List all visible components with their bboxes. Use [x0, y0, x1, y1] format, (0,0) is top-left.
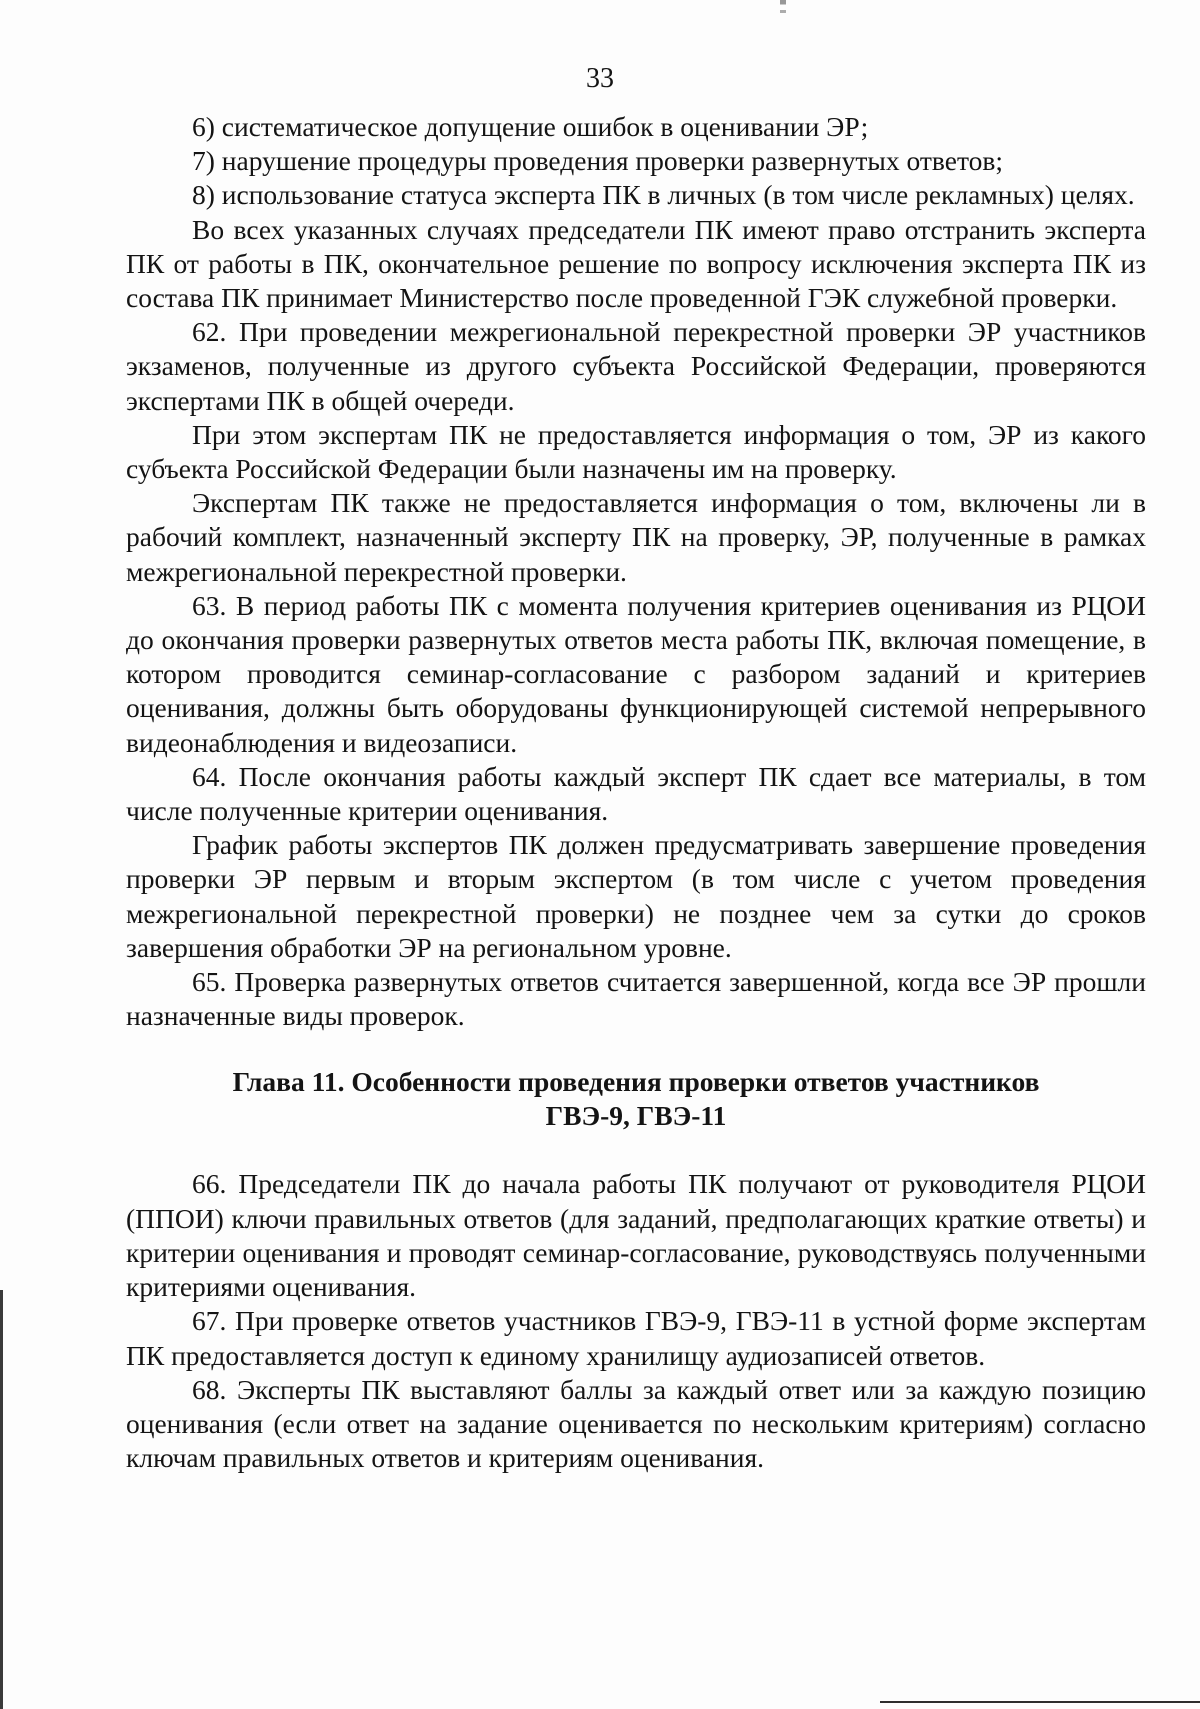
- scan-artifact-top: [780, 0, 786, 22]
- paragraph-63: 63. В период работы ПК с момента получения критериев оценивания из РЦОИ до окончания проверки развернутых ответов места работы ПК, включая помещение, в котором проводится семинар-согласование с разбором заданий и критериев оценивания, должны быть оборудованы функционирующей системой непрерывного видеонаблюдения и видеозаписи.: [126, 589, 1146, 758]
- paragraph-64-schedule: График работы экспертов ПК должен предусматривать завершение проведения проверки ЭР первым и вторым экспертом (в том числе с учетом проведения межрегиональной перекрестной проверки) не позднее чем за сутки до сроков завершения обработки ЭР на региональном уровне.: [126, 829, 1146, 963]
- scan-artifact-left-edge: [0, 1290, 3, 1709]
- paragraph-68: 68. Эксперты ПК выставляют баллы за каждый ответ или за каждую позицию оценивания (если ответ на задание оценивается по нескольким критериям) согласно ключам правильных ответов и критериям оценивания.: [126, 1373, 1146, 1474]
- list-item-6: 6) систематическое допущение ошибок в оценивании ЭР;: [192, 111, 869, 142]
- document-body: [126, 110, 1146, 1475]
- paragraph-64: 64. После окончания работы каждый эксперт ПК сдает все материалы, в том числе полученные критерии оценивания.: [126, 760, 1146, 827]
- paragraph-62-kit: Экспертам ПК также не предоставляется информация о том, включены ли в рабочий комплект, назначенный эксперту ПК на проверку, ЭР, полученные в рамках межрегиональной перекрестной проверки.: [126, 487, 1146, 587]
- list-item-8: 8) использование статуса эксперта ПК в личных (в том числе рекламных) целях.: [192, 179, 1135, 211]
- paragraph-65: 65. Проверка развернутых ответов считается завершенной, когда все ЭР прошли назначенные виды проверок.: [126, 966, 1146, 1032]
- page-number: 33: [586, 63, 614, 94]
- chapter-heading: [126, 1065, 1146, 1133]
- chapter-heading-line-2: ГВЭ-9, ГВЭ-11: [545, 1100, 727, 1132]
- paragraph-62: 62. При проведении межрегиональной перекрестной проверки ЭР участников экзаменов, полученные из другого субъекта Российской Федерации, проверяются экспертами ПК в общей очереди.: [126, 316, 1146, 416]
- scan-artifact-bottom-edge: [880, 1701, 1200, 1703]
- paragraph-67: 67. При проверке ответов участников ГВЭ-9, ГВЭ-11 в устной форме экспертам ПК предоставляется доступ к единому хранилищу аудиозаписей ответов.: [126, 1305, 1146, 1371]
- paragraph-expert-removal: Во всех указанных случаях председатели ПК имеют право отстранить эксперта ПК от работы в ПК, окончательное решение по вопросу исключения эксперта ПК из состава ПК принимает Министерство после проведенной ГЭК служебной проверки.: [126, 213, 1146, 314]
- paragraph-66: 66. Председатели ПК до начала работы ПК получают от руководителя РЦОИ (ППОИ) ключи правильных ответов (для заданий, предполагающих краткие ответы) и критерии оценивания и проводят семинар-согласование, руководствуясь полученными критериями оценивания.: [126, 1168, 1146, 1303]
- chapter-heading-line-1: Глава 11. Особенности проведения проверки ответов участников: [232, 1066, 1040, 1098]
- list-item-7: 7) нарушение процедуры проведения проверки развернутых ответов;: [192, 145, 1003, 177]
- paragraph-62-info: При этом экспертам ПК не предоставляется информация о том, ЭР из какого субъекта Российской Федерации были назначены им на проверку.: [126, 418, 1146, 485]
